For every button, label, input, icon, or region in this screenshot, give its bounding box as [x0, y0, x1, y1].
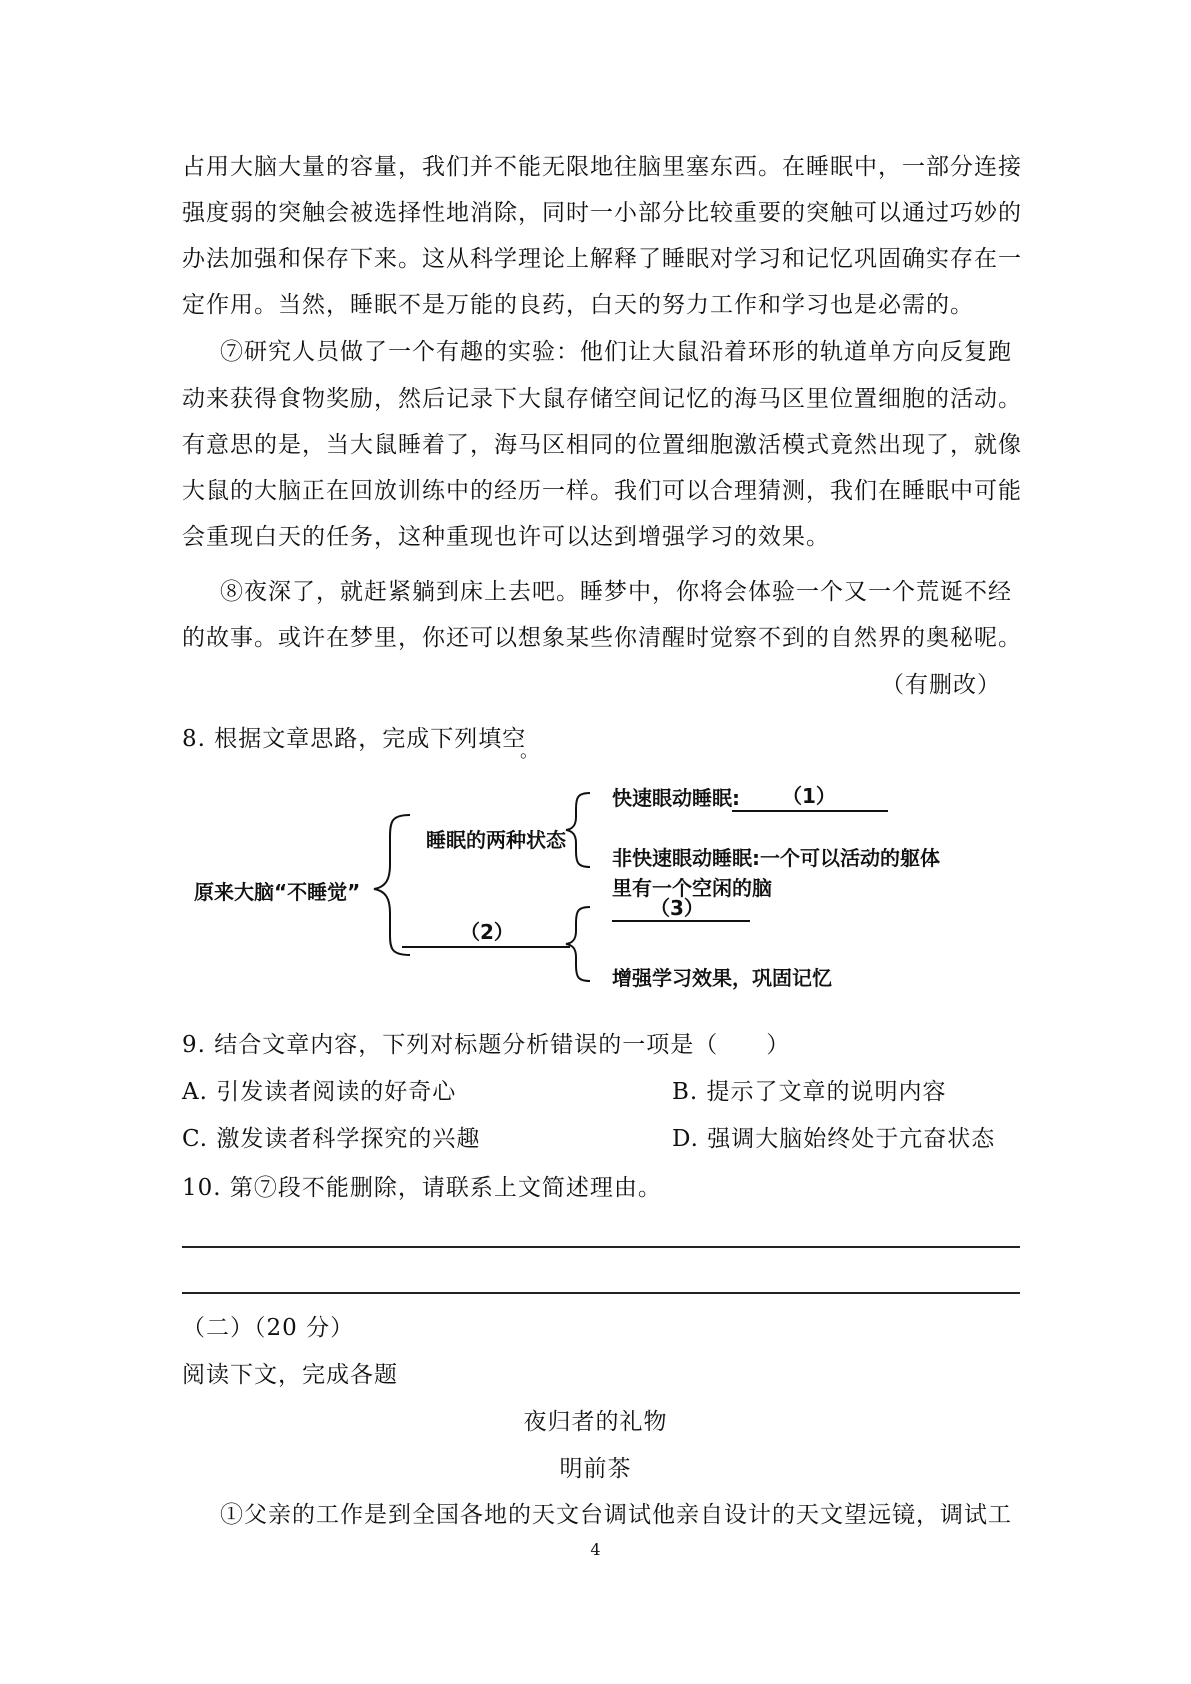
answer-line-2[interactable]	[182, 1292, 1020, 1294]
answer-line-1[interactable]	[182, 1246, 1020, 1248]
diagram-blank-2-label: （2）	[460, 920, 514, 944]
lower-brace-icon	[566, 907, 590, 981]
stray-punctuation: 。	[520, 741, 539, 762]
diagram-leaf-2-line-1: 非快速眼动睡眠:一个可以活动的躯体	[612, 846, 940, 870]
diagram-leaf-4: 增强学习效果，巩固记忆	[612, 966, 832, 990]
source-note: （有删改）	[881, 672, 1001, 698]
section-2-instruction: 阅读下文，完成各题	[182, 1362, 398, 1388]
question-8-prompt: 8. 根据文章思路，完成下列填空	[182, 726, 527, 752]
paragraph6-line-3: 办法加强和保存下来。这从科学理论上解释了睡眠对学习和记忆巩固确实存在一	[182, 246, 1022, 272]
question-9-prompt: 9. 结合文章内容，下列对标题分析错误的一项是（ ）	[182, 1032, 791, 1058]
paragraph6-line-1: 占用大脑大量的容量，我们并不能无限地往脑里塞东西。在睡眠中，一部分连接	[182, 154, 1022, 180]
paragraph7-line-5: 会重现白天的任务，这种重现也许可以达到增强学习的效果。	[182, 524, 830, 550]
page-number: 4	[590, 1540, 601, 1559]
article-author: 明前茶	[559, 1456, 632, 1482]
diagram-root: 原来大脑“不睡觉”	[194, 880, 361, 904]
paragraph8-line-1: ⑧夜深了，就赶紧躺到床上去吧。睡梦中，你将会体验一个又一个荒诞不经	[220, 579, 1012, 605]
diagram-blank-1-label: （1）	[782, 785, 836, 808]
article-first-line: ①父亲的工作是到全国各地的天文台调试他亲自设计的天文望远镜，调试工	[220, 1502, 1012, 1528]
paragraph7-line-3: 有意思的是，当大鼠睡着了，海马区相同的位置细胞激活模式竟然出现了，就像	[182, 432, 1022, 458]
main-brace-icon	[374, 815, 410, 955]
question-10-prompt: 10. 第⑦段不能删除，请联系上文简述理由。	[182, 1175, 662, 1201]
paragraph6-line-4: 定作用。当然，睡眠不是万能的良药，白天的努力工作和学习也是必需的。	[182, 292, 974, 318]
paragraph6-line-2: 强度弱的突触会被选择性地消除，同时一小部分比较重要的突触可以通过巧妙的	[182, 200, 1022, 226]
paragraph7-line-1: ⑦研究人员做了一个有趣的实验：他们让大鼠沿着环形的轨道单方向反复跑	[220, 339, 1012, 365]
upper-brace-icon	[566, 793, 590, 867]
question-9-option-d[interactable]: D. 强调大脑始终处于亢奋状态	[672, 1126, 996, 1152]
diagram-leaf-1: 快速眼动睡眠:	[612, 786, 740, 810]
question-9-option-c[interactable]: C. 激发读者科学探究的兴趣	[182, 1126, 481, 1152]
paragraph8-line-2: 的故事。或许在梦里，你还可以想象某些你清醒时觉察不到的自然界的奥秘呢。	[182, 625, 1022, 651]
section-2-header: （二）（20 分）	[182, 1315, 355, 1341]
diagram-blank-3-label: （3）	[650, 896, 704, 920]
question-8-structure-diagram	[180, 785, 1060, 1000]
question-9-option-a[interactable]: A. 引发读者阅读的好奇心	[182, 1079, 457, 1105]
diagram-leaf-2-line-2: 里有一个空闲的脑	[612, 876, 772, 900]
paragraph7-line-4: 大鼠的大脑正在回放训练中的经历一样。我们可以合理猜测，我们在睡眠中可能	[182, 478, 1022, 504]
paragraph7-line-2: 动来获得食物奖励，然后记录下大鼠存储空间记忆的海马区里位置细胞的活动。	[182, 386, 1022, 412]
article-title: 夜归者的礼物	[523, 1409, 668, 1435]
diagram-branch-1: 睡眠的两种状态	[426, 828, 566, 852]
question-9-option-b[interactable]: B. 提示了文章的说明内容	[672, 1079, 947, 1105]
